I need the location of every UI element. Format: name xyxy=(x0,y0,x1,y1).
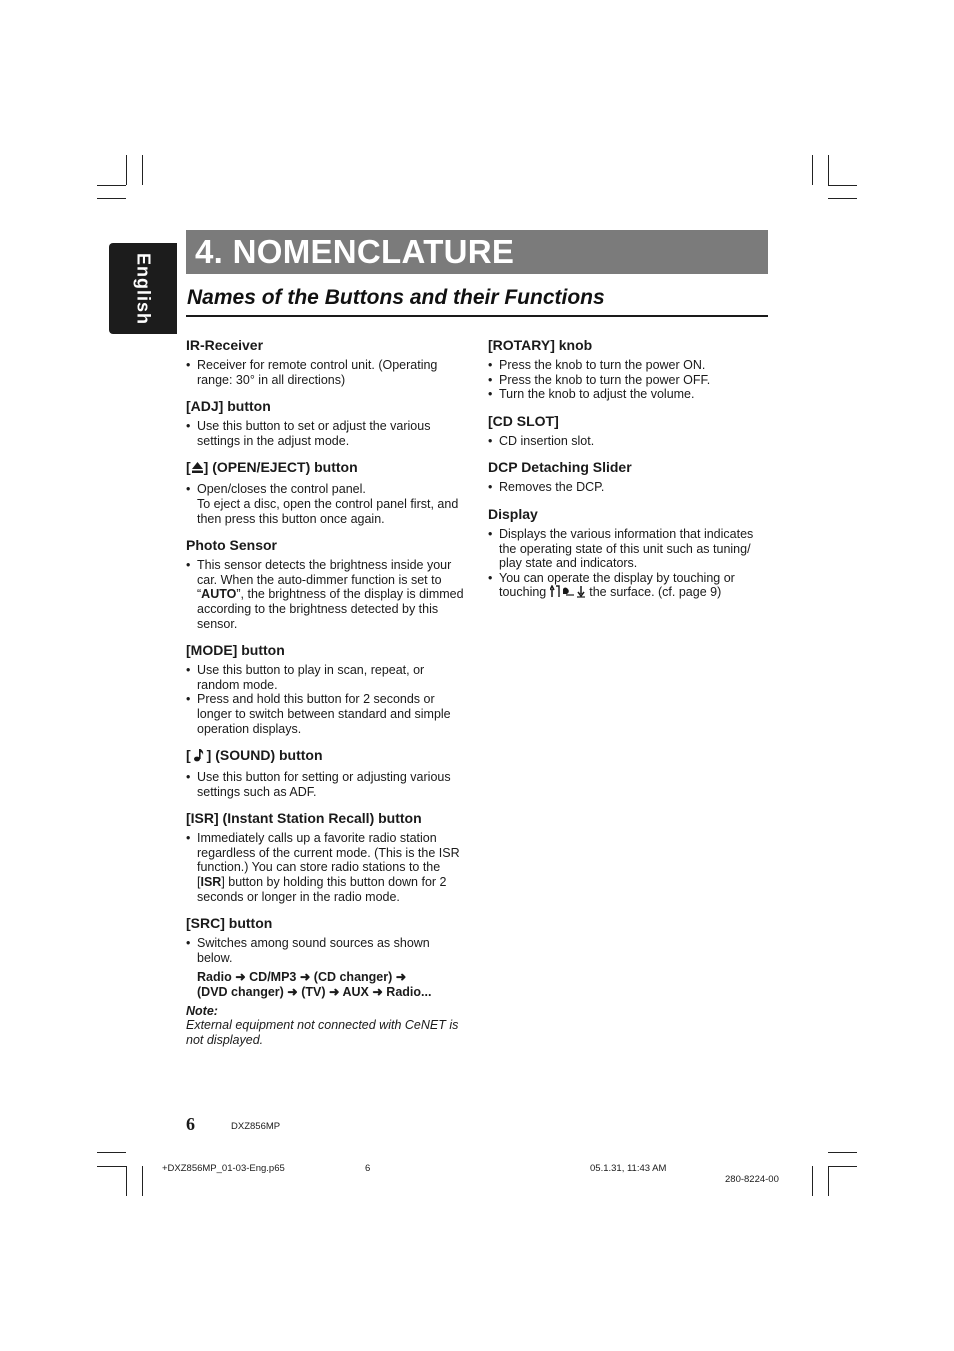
section-mode-button xyxy=(186,641,468,736)
bullet-item: • Turn the knob to adjust the volume. xyxy=(488,387,770,402)
music-note-icon xyxy=(193,748,205,766)
bullet-item: • Use this button for setting or adjusting various settings such as ADF. xyxy=(186,770,468,799)
section-dcp-slider xyxy=(488,458,770,495)
bullet-item: • Use this button to play in scan, repeat, or random mode. xyxy=(186,663,468,692)
section-adj-button xyxy=(186,397,468,448)
section-heading xyxy=(186,284,768,317)
section-title: DCP Detaching Slider xyxy=(488,459,632,476)
left-column xyxy=(186,336,468,1057)
bullet-item: • Press the knob to turn the power ON. xyxy=(488,358,770,373)
crop-mark xyxy=(828,155,829,185)
section-title: [ ] (SOUND) button xyxy=(186,746,468,766)
bullet-item: • Press the knob to turn the power OFF. xyxy=(488,373,770,388)
crop-mark xyxy=(828,1166,829,1196)
section-src-button xyxy=(186,914,468,1047)
section-title: [ROTARY] knob xyxy=(488,337,593,353)
crop-mark xyxy=(812,1166,813,1196)
source-sequence: Radio ➜ CD/MP3 ➜ (CD changer) ➜ (DVD changer) ➜ (TV) ➜ AUX ➜ Radio... xyxy=(197,970,432,1000)
section-isr-button xyxy=(186,809,468,904)
section-ir-receiver xyxy=(186,336,468,387)
section-title: Photo Sensor xyxy=(186,537,278,554)
crop-mark xyxy=(97,185,126,186)
crop-mark xyxy=(97,1152,126,1153)
model-number: DXZ856MP xyxy=(231,1121,281,1132)
section-title: [ ] (OPEN/EJECT) button xyxy=(186,458,468,478)
bullet-item: • Displays the various information that indicates the operating state of this unit such as tuning/ play state and indicators. xyxy=(488,527,770,571)
bullet-item: • You can operate the display by touching or touching the surface. (cf. page 9) xyxy=(488,571,770,602)
chapter-header xyxy=(186,230,768,274)
print-datetime: 05.1.31, 11:43 AM xyxy=(590,1163,667,1174)
section-title: IR-Receiver xyxy=(186,337,264,353)
touch-gesture-icon xyxy=(550,585,586,602)
bullet-item: • Open/closes the control panel. To eject a disc, open the control panel first, and then press this button once again. xyxy=(186,482,468,526)
crop-mark xyxy=(142,155,143,185)
section-open-eject-button xyxy=(186,458,468,526)
chapter-title: 4. NOMENCLATURE xyxy=(195,233,515,270)
crop-mark xyxy=(97,1166,126,1167)
crop-mark xyxy=(126,1166,127,1196)
bullet-item: • This sensor detects the brightness inside your car. When the auto-dimmer function is set to “AUTO”, the brightness of the display is dimmed according to the brightness detected by this sensor. xyxy=(186,558,468,631)
bullet-item: • Switches among sound sources as shown below. xyxy=(186,936,468,965)
section-title: [CD SLOT] xyxy=(488,412,559,429)
crop-mark xyxy=(828,185,857,186)
bullet-item: • Receiver for remote control unit. (Operating range: 30° in all directions) xyxy=(186,358,468,387)
note-label: Note: xyxy=(186,1003,218,1018)
crop-mark xyxy=(142,1166,143,1196)
page-number: 6 xyxy=(186,1114,195,1134)
crop-mark xyxy=(828,1166,857,1167)
bullet-item: • Immediately calls up a favorite radio station regardless of the current mode. (This is the ISR function.) You can store radio stations to the [ISR] button by holding this button down for 2 seconds or longer in the radio mode. xyxy=(186,831,468,904)
bullet-item: • Removes the DCP. xyxy=(488,480,770,495)
language-tab xyxy=(109,243,177,334)
crop-mark xyxy=(828,198,857,199)
section-title: Display xyxy=(488,505,538,522)
note-text: External equipment not connected with CeNET is not displayed. xyxy=(186,1018,459,1047)
bullet-item: • Press and hold this button for 2 seconds or longer to switch between standard and simple operation displays. xyxy=(186,692,468,736)
section-title: [ADJ] button xyxy=(186,398,271,415)
section-display xyxy=(488,505,770,602)
sheet-number: 6 xyxy=(365,1163,371,1174)
crop-mark xyxy=(828,1152,857,1153)
eject-icon xyxy=(191,460,204,478)
section-sound-button xyxy=(186,746,468,799)
crop-mark xyxy=(126,155,127,185)
file-name: +DXZ856MP_01-03-Eng.p65 xyxy=(162,1163,285,1174)
section-photo-sensor xyxy=(186,536,468,631)
section-title: [MODE] button xyxy=(186,642,285,659)
section-title: [ISR] (Instant Station Recall) button xyxy=(186,810,422,827)
section-title: [SRC] button xyxy=(186,915,273,932)
crop-mark xyxy=(97,198,126,199)
language-tab-label: English xyxy=(133,252,154,325)
section-title: Names of the Buttons and their Functions xyxy=(187,286,605,309)
bullet-item: • CD insertion slot. xyxy=(488,434,770,449)
right-column xyxy=(488,336,770,612)
part-number: 280-8224-00 xyxy=(725,1174,779,1185)
crop-mark xyxy=(812,155,813,185)
section-cd-slot xyxy=(488,412,770,449)
section-rotary-knob xyxy=(488,336,770,402)
bullet-item: • Use this button to set or adjust the various settings in the adjust mode. xyxy=(186,419,468,448)
